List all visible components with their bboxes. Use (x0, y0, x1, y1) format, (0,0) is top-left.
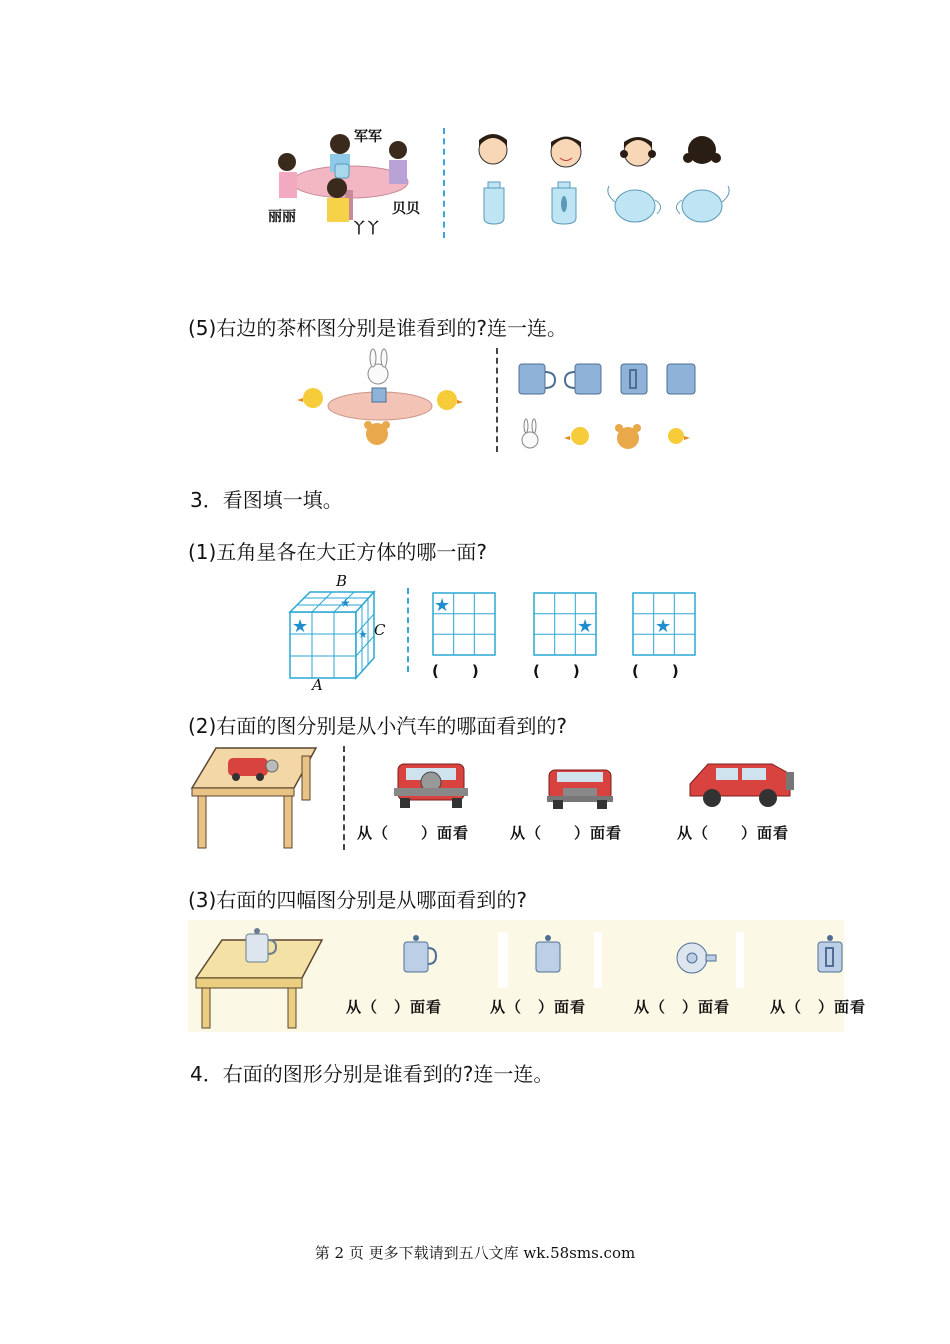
child-heads-row (470, 128, 730, 178)
panel-gap-2 (594, 932, 602, 988)
divider-dashed-3 (407, 588, 409, 672)
name-beibei: 贝贝 (392, 201, 420, 217)
cube-label-c: C (374, 621, 386, 639)
answer-blank-mug-4[interactable]: 从（ ）面看 (770, 998, 867, 1016)
girl-face-icon (620, 137, 656, 166)
cup-no-handle-icon (667, 364, 695, 394)
table-with-car (190, 746, 320, 851)
divider-dashed-2 (496, 348, 498, 452)
cube-label-a: A (312, 676, 323, 694)
boy-head-icon (479, 134, 507, 164)
panel-gap-3 (736, 932, 744, 988)
star-icon: ★ (655, 616, 672, 637)
car-front-view (545, 764, 615, 810)
chick-right-icon (437, 390, 463, 410)
face-grid-3 (632, 592, 696, 656)
answer-blank-mug-1[interactable]: 从（ ）面看 (346, 998, 443, 1016)
chick-small-right-icon (668, 428, 690, 444)
question-3-1-text: (1)五角星各在大正方体的哪一面? (188, 540, 487, 564)
face-grid-2 (533, 592, 597, 656)
star-top-icon: ★ (340, 596, 351, 610)
question-2-5-text: (5)右边的茶杯图分别是谁看到的?连一连。 (188, 316, 567, 340)
answer-blank-car-3[interactable]: 从（ ）面看 (677, 824, 790, 842)
cup-views-row (515, 360, 715, 404)
cube-drawing (288, 590, 388, 690)
chick-small-left-icon (564, 427, 589, 445)
teapot-left-icon (608, 186, 661, 222)
cup-handle-front-icon (621, 364, 647, 394)
section-3-heading: 3．看图填一填。 (190, 488, 343, 512)
answer-blank-cube-2[interactable]: ( ) (533, 662, 581, 680)
divider-dashed (443, 128, 445, 238)
mug-view-front (812, 932, 848, 976)
name-lili: 丽丽 (268, 209, 296, 225)
girl-back-head-icon (683, 136, 721, 164)
question-3-3-text: (3)右面的四幅图分别是从哪面看到的? (188, 888, 527, 912)
name-junjun: 军军 (354, 129, 382, 145)
rabbit-icon (368, 349, 388, 384)
mug-view-side (400, 932, 440, 976)
teapot-views-row (470, 178, 740, 238)
table-with-mug (192, 922, 327, 1032)
star-front-icon: ★ (292, 616, 309, 637)
question-3-2-text: (2)右面的图分别是从小汽车的哪面看到的? (188, 714, 567, 738)
bear-icon (364, 421, 390, 445)
cube-label-b: B (336, 572, 348, 590)
answer-blank-car-2[interactable]: 从（ ）面看 (510, 824, 623, 842)
boy-face-icon (551, 137, 581, 167)
star-icon: ★ (434, 595, 451, 616)
answer-blank-car-1[interactable]: 从（ ）面看 (357, 824, 470, 842)
car-side-view (686, 760, 796, 810)
rabbit-small-icon (522, 419, 538, 448)
table-with-animals (295, 348, 465, 448)
answer-blank-mug-3[interactable]: 从（ ）面看 (634, 998, 731, 1016)
star-right-icon: ★ (358, 628, 368, 641)
car-back-view (392, 760, 472, 810)
teapot-right-icon (676, 186, 729, 222)
cup-handle-right-icon (519, 364, 555, 394)
cup-handle-left-icon (565, 364, 601, 394)
animal-icons-row (512, 416, 712, 456)
bear-small-icon (615, 424, 641, 449)
answer-blank-cube-1[interactable]: ( ) (432, 662, 480, 680)
chick-left-icon (297, 388, 323, 408)
teapot-side-icon (484, 182, 504, 224)
panel-gap (498, 932, 508, 988)
answer-blank-mug-2[interactable]: 从（ ）面看 (490, 998, 587, 1016)
page-footer: 第 2 页 更多下载请到五八文库 wk.58sms.com (314, 1244, 636, 1262)
divider-dashed-4 (343, 746, 345, 850)
name-yaya: 丫丫 (352, 221, 380, 237)
section-4-heading: 4．右面的图形分别是谁看到的?连一连。 (190, 1062, 554, 1086)
answer-blank-cube-3[interactable]: ( ) (632, 662, 680, 680)
face-grid-1 (432, 592, 496, 656)
star-icon: ★ (577, 616, 594, 637)
mug-view-back (530, 932, 566, 976)
teapot-front-icon (552, 182, 576, 224)
mug-view-top (674, 938, 718, 978)
